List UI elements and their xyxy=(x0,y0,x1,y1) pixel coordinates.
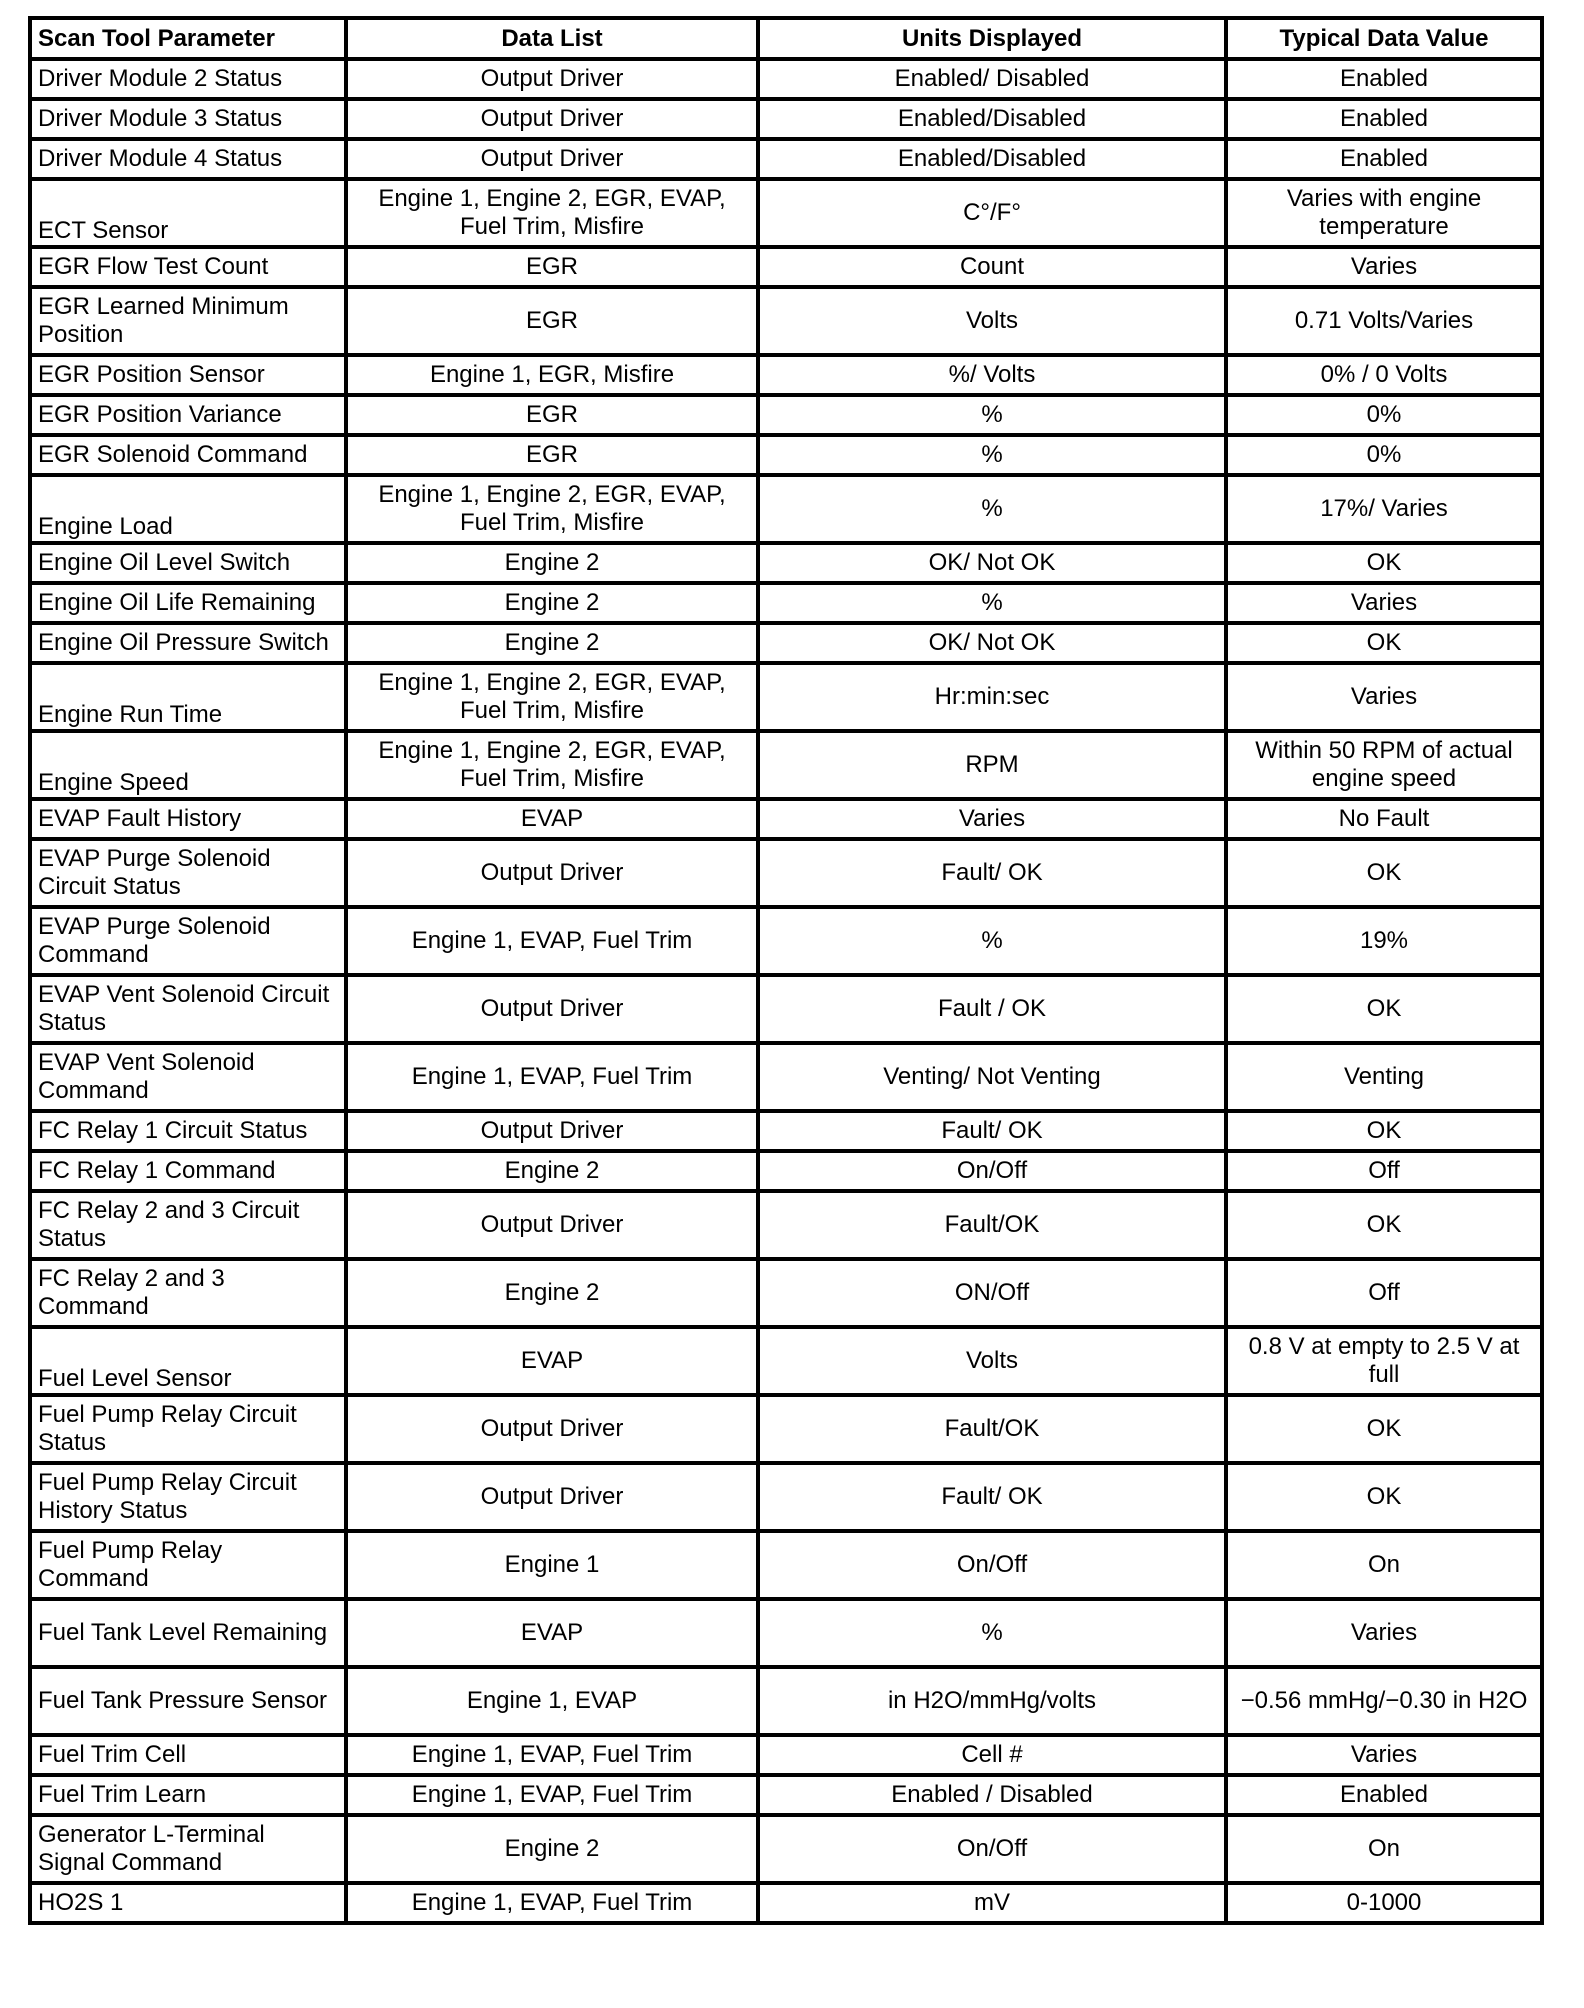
cell-typical-data-value: OK xyxy=(1226,839,1542,907)
cell-scan-tool-parameter: Fuel Pump Relay Circuit Status xyxy=(30,1395,346,1463)
cell-typical-data-value: Within 50 RPM of actual engine speed xyxy=(1226,731,1542,799)
cell-units-displayed: Volts xyxy=(758,287,1226,355)
cell-typical-data-value: 0-1000 xyxy=(1226,1883,1542,1923)
table-row xyxy=(30,1883,1542,1923)
cell-scan-tool-parameter: Engine Oil Life Remaining xyxy=(30,583,346,623)
cell-typical-data-value: 0.8 V at empty to 2.5 V at full xyxy=(1226,1327,1542,1395)
cell-scan-tool-parameter: Fuel Tank Pressure Sensor xyxy=(30,1667,346,1735)
cell-typical-data-value: 0% xyxy=(1226,435,1542,475)
cell-data-list: Engine 1, EVAP, Fuel Trim xyxy=(346,907,758,975)
table-row xyxy=(30,839,1542,907)
cell-data-list: Engine 2 xyxy=(346,583,758,623)
scan-tool-data-table xyxy=(28,16,1544,1925)
cell-data-list: EVAP xyxy=(346,1327,758,1395)
cell-scan-tool-parameter: Driver Module 3 Status xyxy=(30,99,346,139)
cell-typical-data-value: 0% xyxy=(1226,395,1542,435)
cell-units-displayed: Count xyxy=(758,247,1226,287)
cell-data-list: EGR xyxy=(346,435,758,475)
table-row xyxy=(30,1775,1542,1815)
cell-units-displayed: Varies xyxy=(758,799,1226,839)
cell-units-displayed: Fault/ OK xyxy=(758,839,1226,907)
cell-scan-tool-parameter: Fuel Trim Cell xyxy=(30,1735,346,1775)
cell-scan-tool-parameter: EVAP Purge Solenoid Circuit Status xyxy=(30,839,346,907)
cell-units-displayed: % xyxy=(758,395,1226,435)
table-row xyxy=(30,583,1542,623)
cell-units-displayed: Fault / OK xyxy=(758,975,1226,1043)
cell-data-list: Engine 2 xyxy=(346,1259,758,1327)
cell-units-displayed: Volts xyxy=(758,1327,1226,1395)
table-row xyxy=(30,1043,1542,1111)
cell-units-displayed: in H2O/mmHg/volts xyxy=(758,1667,1226,1735)
cell-data-list: Engine 1, EGR, Misfire xyxy=(346,355,758,395)
cell-scan-tool-parameter: Engine Oil Level Switch xyxy=(30,543,346,583)
cell-typical-data-value: OK xyxy=(1226,1111,1542,1151)
cell-scan-tool-parameter: Fuel Pump Relay Circuit History Status xyxy=(30,1463,346,1531)
cell-typical-data-value: OK xyxy=(1226,1463,1542,1531)
table-row xyxy=(30,179,1542,247)
table-row xyxy=(30,1531,1542,1599)
cell-units-displayed: Venting/ Not Venting xyxy=(758,1043,1226,1111)
cell-data-list: EGR xyxy=(346,395,758,435)
cell-scan-tool-parameter: EVAP Vent Solenoid Command xyxy=(30,1043,346,1111)
cell-data-list: Output Driver xyxy=(346,839,758,907)
cell-data-list: Output Driver xyxy=(346,1463,758,1531)
cell-typical-data-value: Enabled xyxy=(1226,1775,1542,1815)
cell-data-list: EVAP xyxy=(346,799,758,839)
cell-scan-tool-parameter: EGR Solenoid Command xyxy=(30,435,346,475)
cell-data-list: EGR xyxy=(346,287,758,355)
table-row xyxy=(30,543,1542,583)
table-row xyxy=(30,1191,1542,1259)
table-row xyxy=(30,99,1542,139)
cell-data-list: Engine 2 xyxy=(346,1151,758,1191)
table-row xyxy=(30,355,1542,395)
table-row xyxy=(30,623,1542,663)
cell-data-list: Engine 1, EVAP, Fuel Trim xyxy=(346,1883,758,1923)
cell-typical-data-value: Varies xyxy=(1226,1599,1542,1667)
cell-scan-tool-parameter: EVAP Vent Solenoid Circuit Status xyxy=(30,975,346,1043)
cell-typical-data-value: Varies xyxy=(1226,663,1542,731)
cell-typical-data-value: On xyxy=(1226,1531,1542,1599)
cell-data-list: Engine 2 xyxy=(346,623,758,663)
cell-typical-data-value: Enabled xyxy=(1226,139,1542,179)
table-row xyxy=(30,1151,1542,1191)
cell-units-displayed: Hr:min:sec xyxy=(758,663,1226,731)
cell-typical-data-value: Varies with engine temperature xyxy=(1226,179,1542,247)
cell-typical-data-value: OK xyxy=(1226,543,1542,583)
table-row xyxy=(30,139,1542,179)
cell-units-displayed: Cell # xyxy=(758,1735,1226,1775)
cell-units-displayed: On/Off xyxy=(758,1531,1226,1599)
cell-data-list: Engine 1, EVAP, Fuel Trim xyxy=(346,1775,758,1815)
cell-scan-tool-parameter: EGR Learned Minimum Position xyxy=(30,287,346,355)
table-row xyxy=(30,1815,1542,1883)
cell-scan-tool-parameter: EGR Flow Test Count xyxy=(30,247,346,287)
cell-scan-tool-parameter: Fuel Level Sensor xyxy=(30,1327,346,1395)
table-row xyxy=(30,907,1542,975)
cell-typical-data-value: OK xyxy=(1226,1395,1542,1463)
cell-scan-tool-parameter: FC Relay 1 Circuit Status xyxy=(30,1111,346,1151)
cell-typical-data-value: 19% xyxy=(1226,907,1542,975)
cell-data-list: EGR xyxy=(346,247,758,287)
header-row xyxy=(30,18,1542,59)
cell-data-list: Engine 1, Engine 2, EGR, EVAP, Fuel Trim, Misfire xyxy=(346,179,758,247)
cell-scan-tool-parameter: Fuel Tank Level Remaining xyxy=(30,1599,346,1667)
cell-typical-data-value: Varies xyxy=(1226,247,1542,287)
cell-units-displayed: Fault/OK xyxy=(758,1191,1226,1259)
table-row xyxy=(30,59,1542,99)
cell-units-displayed: Fault/ OK xyxy=(758,1111,1226,1151)
cell-data-list: Engine 1, EVAP, Fuel Trim xyxy=(346,1043,758,1111)
cell-data-list: Engine 1, EVAP xyxy=(346,1667,758,1735)
cell-data-list: Engine 2 xyxy=(346,1815,758,1883)
cell-data-list: Engine 1, Engine 2, EGR, EVAP, Fuel Trim, Misfire xyxy=(346,663,758,731)
cell-data-list: Engine 1, Engine 2, EGR, EVAP, Fuel Trim, Misfire xyxy=(346,475,758,543)
cell-typical-data-value: 0.71 Volts/Varies xyxy=(1226,287,1542,355)
cell-data-list: Output Driver xyxy=(346,1191,758,1259)
cell-typical-data-value: Varies xyxy=(1226,1735,1542,1775)
cell-typical-data-value: OK xyxy=(1226,623,1542,663)
cell-typical-data-value: Off xyxy=(1226,1151,1542,1191)
cell-scan-tool-parameter: EGR Position Variance xyxy=(30,395,346,435)
table-row xyxy=(30,395,1542,435)
cell-scan-tool-parameter: HO2S 1 xyxy=(30,1883,346,1923)
cell-scan-tool-parameter: FC Relay 2 and 3 Command xyxy=(30,1259,346,1327)
cell-units-displayed: Enabled/Disabled xyxy=(758,139,1226,179)
cell-units-displayed: % xyxy=(758,475,1226,543)
cell-typical-data-value: No Fault xyxy=(1226,799,1542,839)
cell-scan-tool-parameter: Fuel Trim Learn xyxy=(30,1775,346,1815)
cell-scan-tool-parameter: FC Relay 1 Command xyxy=(30,1151,346,1191)
cell-scan-tool-parameter: Engine Oil Pressure Switch xyxy=(30,623,346,663)
table-row xyxy=(30,475,1542,543)
header-typical-data-value: Typical Data Value xyxy=(1226,18,1542,59)
cell-scan-tool-parameter: FC Relay 2 and 3 Circuit Status xyxy=(30,1191,346,1259)
table-row xyxy=(30,1111,1542,1151)
table-row xyxy=(30,663,1542,731)
cell-units-displayed: RPM xyxy=(758,731,1226,799)
table-row xyxy=(30,1395,1542,1463)
table-row xyxy=(30,975,1542,1043)
cell-data-list: Output Driver xyxy=(346,1111,758,1151)
cell-units-displayed: C°/F° xyxy=(758,179,1226,247)
table-row xyxy=(30,1599,1542,1667)
cell-data-list: Output Driver xyxy=(346,1395,758,1463)
cell-data-list: Engine 1, Engine 2, EGR, EVAP, Fuel Trim, Misfire xyxy=(346,731,758,799)
cell-data-list: EVAP xyxy=(346,1599,758,1667)
table-row xyxy=(30,1735,1542,1775)
cell-units-displayed: Enabled / Disabled xyxy=(758,1775,1226,1815)
cell-units-displayed: OK/ Not OK xyxy=(758,543,1226,583)
cell-typical-data-value: Off xyxy=(1226,1259,1542,1327)
cell-units-displayed: % xyxy=(758,435,1226,475)
cell-typical-data-value: Enabled xyxy=(1226,99,1542,139)
table-row xyxy=(30,1667,1542,1735)
header-scan-tool-parameter: Scan Tool Parameter xyxy=(30,18,346,59)
cell-units-displayed: % xyxy=(758,907,1226,975)
cell-typical-data-value: 17%/ Varies xyxy=(1226,475,1542,543)
cell-data-list: Engine 2 xyxy=(346,543,758,583)
table-row xyxy=(30,1259,1542,1327)
table-row xyxy=(30,1463,1542,1531)
cell-units-displayed: On/Off xyxy=(758,1151,1226,1191)
cell-data-list: Output Driver xyxy=(346,59,758,99)
table-row xyxy=(30,1327,1542,1395)
cell-scan-tool-parameter: EGR Position Sensor xyxy=(30,355,346,395)
cell-typical-data-value: −0.56 mmHg/−0.30 in H2O xyxy=(1226,1667,1542,1735)
cell-units-displayed: On/Off xyxy=(758,1815,1226,1883)
cell-scan-tool-parameter: Engine Speed xyxy=(30,731,346,799)
table-row xyxy=(30,247,1542,287)
cell-typical-data-value: 0% / 0 Volts xyxy=(1226,355,1542,395)
cell-scan-tool-parameter: Driver Module 2 Status xyxy=(30,59,346,99)
cell-scan-tool-parameter: EVAP Fault History xyxy=(30,799,346,839)
cell-typical-data-value: Venting xyxy=(1226,1043,1542,1111)
cell-data-list: Engine 1, EVAP, Fuel Trim xyxy=(346,1735,758,1775)
cell-typical-data-value: OK xyxy=(1226,975,1542,1043)
cell-typical-data-value: Enabled xyxy=(1226,59,1542,99)
cell-scan-tool-parameter: ECT Sensor xyxy=(30,179,346,247)
cell-data-list: Output Driver xyxy=(346,139,758,179)
cell-units-displayed: % xyxy=(758,583,1226,623)
cell-units-displayed: OK/ Not OK xyxy=(758,623,1226,663)
header-data-list: Data List xyxy=(346,18,758,59)
cell-scan-tool-parameter: Engine Load xyxy=(30,475,346,543)
cell-units-displayed: ON/Off xyxy=(758,1259,1226,1327)
cell-units-displayed: % xyxy=(758,1599,1226,1667)
cell-units-displayed: Enabled/Disabled xyxy=(758,99,1226,139)
cell-data-list: Output Driver xyxy=(346,975,758,1043)
cell-units-displayed: Enabled/ Disabled xyxy=(758,59,1226,99)
cell-scan-tool-parameter: Generator L-Terminal Signal Command xyxy=(30,1815,346,1883)
cell-units-displayed: mV xyxy=(758,1883,1226,1923)
table-row xyxy=(30,799,1542,839)
cell-typical-data-value: OK xyxy=(1226,1191,1542,1259)
header-units-displayed: Units Displayed xyxy=(758,18,1226,59)
cell-typical-data-value: On xyxy=(1226,1815,1542,1883)
cell-units-displayed: %/ Volts xyxy=(758,355,1226,395)
cell-typical-data-value: Varies xyxy=(1226,583,1542,623)
cell-data-list: Engine 1 xyxy=(346,1531,758,1599)
table-row xyxy=(30,731,1542,799)
table-row xyxy=(30,435,1542,475)
cell-scan-tool-parameter: Engine Run Time xyxy=(30,663,346,731)
cell-scan-tool-parameter: EVAP Purge Solenoid Command xyxy=(30,907,346,975)
cell-units-displayed: Fault/OK xyxy=(758,1395,1226,1463)
table-row xyxy=(30,287,1542,355)
cell-scan-tool-parameter: Fuel Pump Relay Command xyxy=(30,1531,346,1599)
cell-data-list: Output Driver xyxy=(346,99,758,139)
cell-scan-tool-parameter: Driver Module 4 Status xyxy=(30,139,346,179)
cell-units-displayed: Fault/ OK xyxy=(758,1463,1226,1531)
